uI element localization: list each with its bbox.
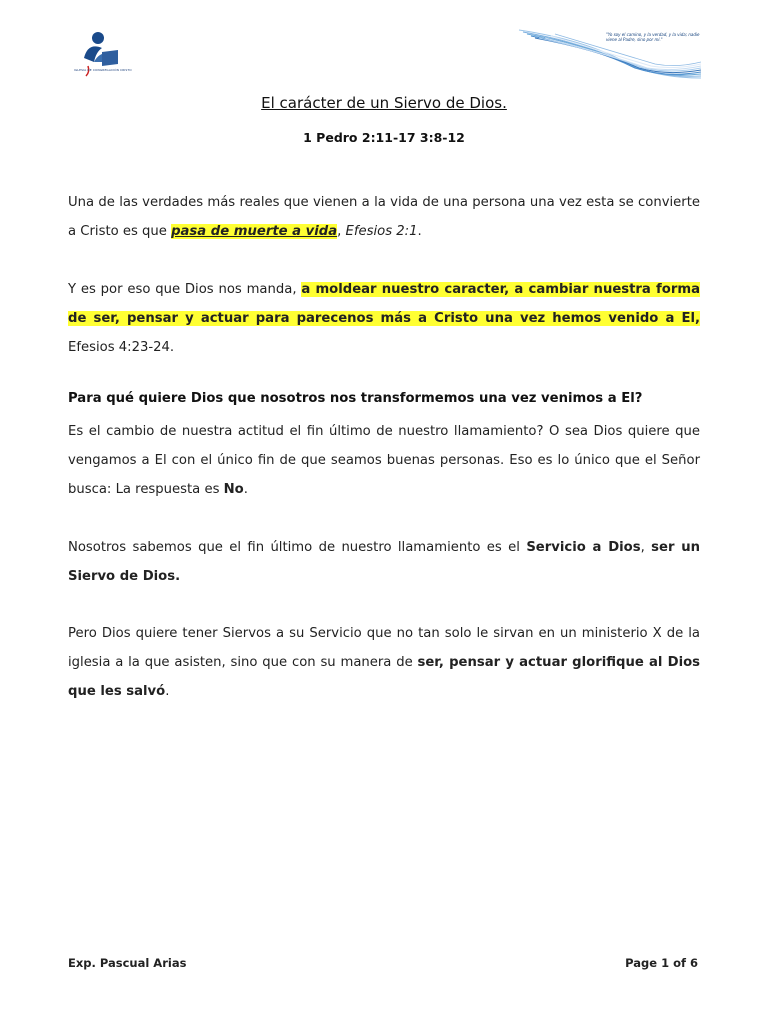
paragraph-1-text-b: , [337,224,346,239]
paragraph-1-reference: Efesios 2:1 [345,224,418,239]
paragraph-5-bold: ser, pensar y actuar glorifique al Dios que les salvó [68,655,701,699]
paragraph-5 [68,619,700,706]
paragraph-1-highlight: pasa de muerte a vida [171,224,338,239]
document-subtitle: 1 Pedro 2:11-17 3:8-12 [303,130,465,145]
church-logo-icon [74,28,136,80]
footer-author: Exp. Pascual Arias [68,956,187,970]
paragraph-3 [68,417,700,504]
question-heading: Para qué quiere Dios que nosotros nos transformemos una vez venimos a El? [68,391,643,406]
logo-text: IGLESIA DE CONGREGACIÓN CRISTO [74,68,132,72]
paragraph-3-bold: No [223,482,244,497]
paragraph-2-highlight: a moldear nuestro caracter, a cambiar nuestra forma de ser, pensar y actuar para parecenos más a Cristo una vez hemos venido a El, [68,282,700,326]
paragraph-5-text-a: Pero Dios quiere tener Siervos a su Servicio que no tan solo le sirvan en un ministerio X de la iglesia a la que asisten, sino que con su manera de [68,626,700,670]
paragraph-1-text-a: Una de las verdades más reales que vienen a la vida de una persona una vez esta se convierte a Cristo es que [68,195,700,239]
paragraph-4-bold-1: Servicio a Dios [526,540,641,555]
paragraph-3-text-b: . [243,482,248,497]
footer-page-number: Page 1 of 6 [625,956,698,970]
paragraph-5-text-b: . [165,684,170,699]
paragraph-4 [68,533,700,591]
paragraph-2 [68,275,700,362]
paragraph-3-text-a: Es el cambio de nuestra actitud el fin último de nuestro llamamiento? O sea Dios quiere que vengamos a El con el único fin de que seamos buenas personas. Eso es lo único que el Señor busca: La respuesta es [68,424,700,497]
paragraph-1 [68,188,700,246]
header-quote: "Yo soy el camino, y la verdad, y la vida; nadie viene al Padre, sino por mí." [606,32,700,42]
paragraph-1-text-c: . [417,224,422,239]
paragraph-4-text-a: Nosotros sabemos que el fin último de nuestro llamamiento es el [68,540,527,555]
paragraph-4-bold-2: ser un Siervo de Dios. [68,540,700,584]
paragraph-4-text-b: , [640,540,652,555]
paragraph-2-text-a: Y es por eso que Dios nos manda, [68,282,302,297]
paragraph-2-text-b: Efesios 4:23-24. [68,340,175,355]
document-title: El carácter de un Siervo de Dios. [261,94,507,112]
